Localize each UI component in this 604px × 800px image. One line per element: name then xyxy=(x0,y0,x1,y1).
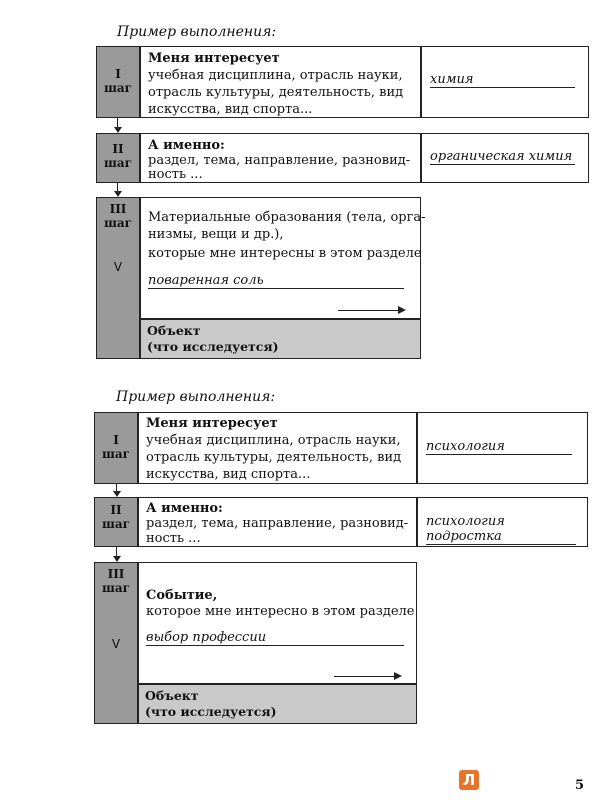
step-line: учебная дисциплина, отрасль науки, xyxy=(148,68,403,83)
step-mark: V xyxy=(113,260,123,274)
step-word: шаг xyxy=(103,156,133,170)
example-title: Пример выполнения: xyxy=(117,24,277,40)
step-word: шаг xyxy=(103,81,133,95)
step-answer: выбор профессии xyxy=(146,630,404,646)
step-line: раздел, тема, направление, разновид- xyxy=(146,516,409,531)
page-number: 5 xyxy=(575,778,585,793)
step-label xyxy=(94,412,138,484)
example-title: Пример выполнения: xyxy=(116,389,276,405)
step-line: низмы, вещи и др.), xyxy=(148,227,284,242)
step-heading: Меня интересует xyxy=(146,416,278,431)
step-answer: химия xyxy=(430,72,575,88)
step-answer: психология подростка xyxy=(426,514,576,545)
step-label xyxy=(96,197,140,359)
step-heading: А именно: xyxy=(146,501,223,516)
step-number: I xyxy=(113,433,119,447)
step-label xyxy=(94,497,138,547)
step-heading: Событие, xyxy=(146,588,218,603)
step-line: раздел, тема, направление, разновид- xyxy=(148,153,411,168)
publisher-logo: Л xyxy=(459,770,479,790)
step-line: которое мне интересно в этом разделе xyxy=(146,604,415,619)
step-line: Материальные образования (тела, орга- xyxy=(148,210,426,225)
step-answer: психология xyxy=(426,439,572,455)
right-arrow-icon xyxy=(334,676,400,677)
object-label: Объект xyxy=(145,688,199,703)
step-number: III xyxy=(107,567,125,581)
object-sublabel: (что исследуется) xyxy=(145,704,277,719)
step-line: отрасль культуры, деятельность, вид xyxy=(146,450,402,465)
step-word: шаг xyxy=(103,216,133,230)
step-word: шаг xyxy=(101,447,131,461)
step-number: II xyxy=(110,503,122,517)
step-number: I xyxy=(115,67,121,81)
step-line: искусства, вид спорта... xyxy=(148,102,313,117)
step-heading: А именно: xyxy=(148,138,225,153)
step-heading: Меня интересует xyxy=(148,51,280,66)
step-question-box xyxy=(138,562,417,684)
step-answer: органическая химия xyxy=(430,149,575,165)
step-line: которые мне интересны в этом разделе xyxy=(148,246,422,261)
right-arrow-icon xyxy=(338,310,404,311)
step-line: учебная дисциплина, отрасль науки, xyxy=(146,433,401,448)
step-number: II xyxy=(112,142,124,156)
step-word: шаг xyxy=(101,581,131,595)
step-line: ность ... xyxy=(148,167,203,182)
step-label xyxy=(96,46,140,118)
object-box xyxy=(138,684,417,724)
object-label: Объект xyxy=(147,323,201,338)
object-sublabel: (что исследуется) xyxy=(147,339,279,354)
step-line: отрасль культуры, деятельность, вид xyxy=(148,85,404,100)
step-number: III xyxy=(109,202,127,216)
step-label xyxy=(96,133,140,183)
step-mark: V xyxy=(111,637,121,651)
step-word: шаг xyxy=(101,517,131,531)
object-box xyxy=(140,319,421,359)
step-line: искусства, вид спорта... xyxy=(146,467,311,482)
step-answer: поваренная соль xyxy=(148,273,404,289)
step-line: ность ... xyxy=(146,531,201,546)
step-label xyxy=(94,562,138,724)
